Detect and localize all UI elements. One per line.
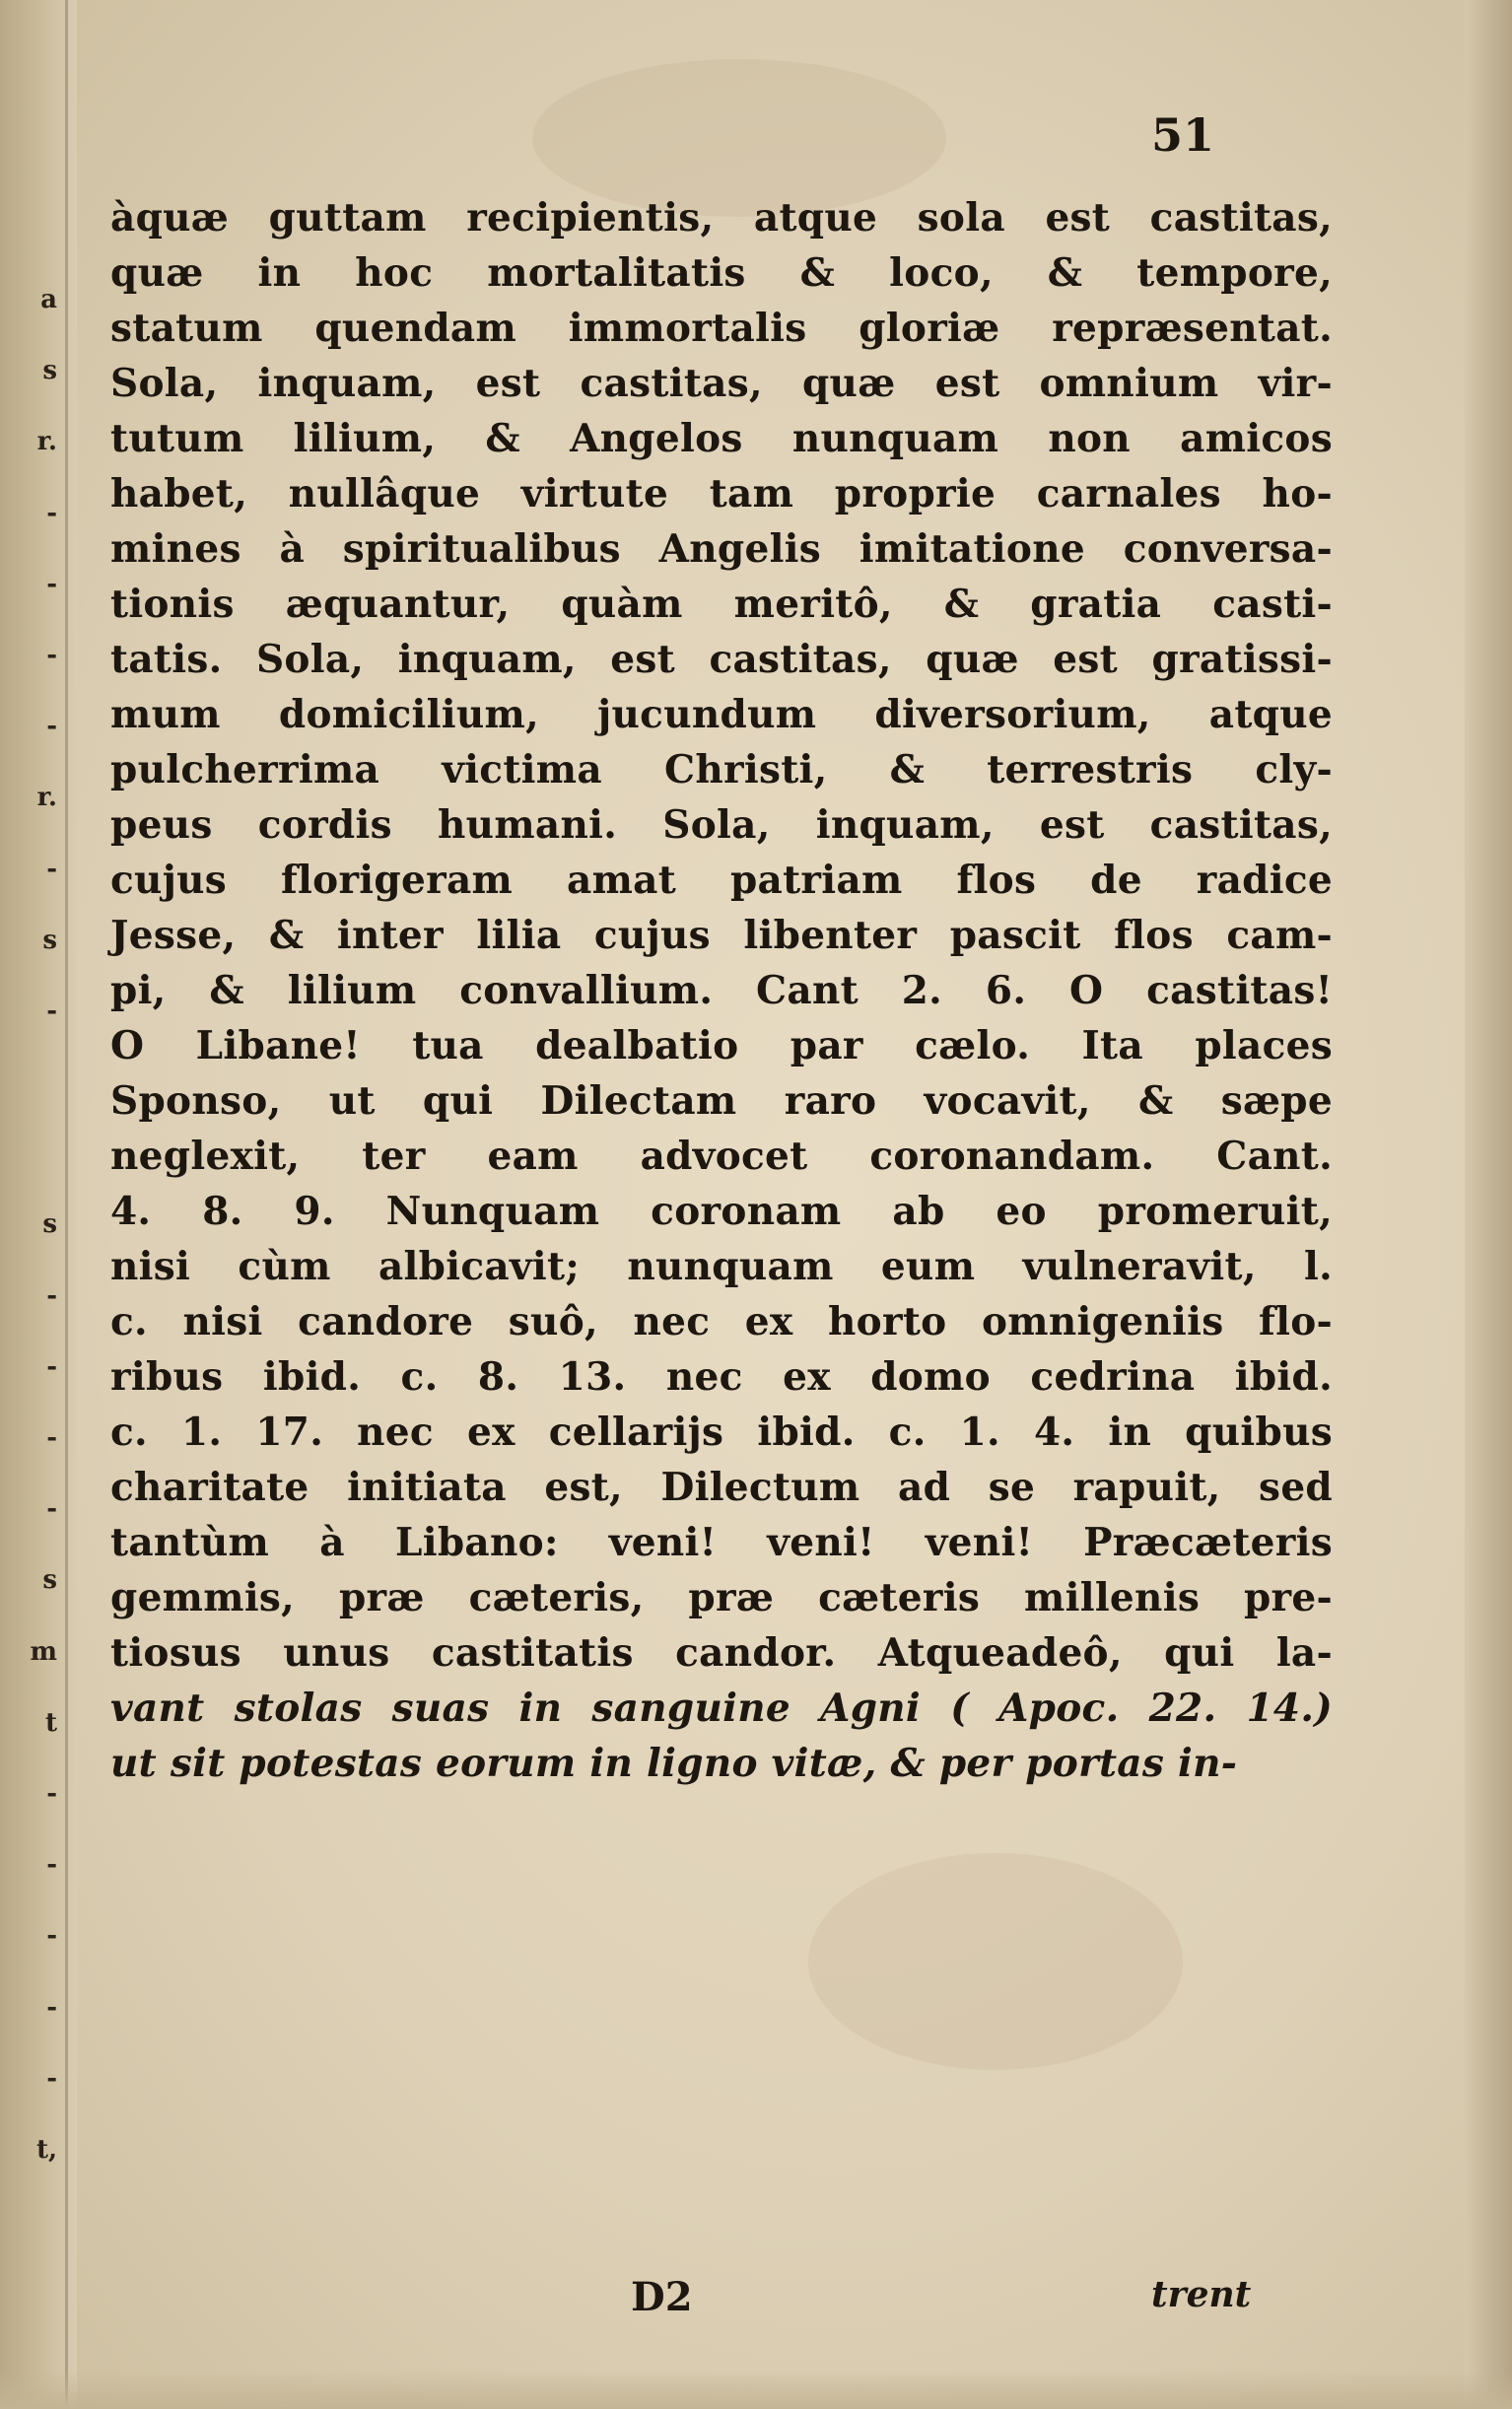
text-line: tantùm à Libano: veni! veni! veni! Præcæteris	[110, 1520, 1333, 1565]
margin-fragment: -	[46, 1992, 57, 2023]
facing-page-margin-fragments	[2, 264, 61, 2185]
text-line: gemmis, præ cæteris, præ cæteris millenis pre-	[110, 1575, 1333, 1620]
body-text	[110, 190, 1333, 1791]
text-line: mum domicilium, jucundum diversorium, atque	[110, 692, 1333, 737]
text-line: pi, & lilium convallium. Cant 2. 6. O castitas!	[110, 968, 1333, 1013]
printer-signature-mark: D2	[631, 2274, 693, 2320]
text-line: tatis. Sola, inquam, est castitas, quæ est gratissi-	[110, 637, 1333, 682]
page-edge-right	[1465, 0, 1512, 2409]
margin-fragment: r.	[36, 783, 57, 813]
text-line: tutum lilium, & Angelos nunquam non amicos	[110, 416, 1333, 461]
margin-fragment: -	[46, 996, 57, 1026]
margin-fragment: -	[46, 498, 57, 528]
margin-fragment: -	[46, 569, 57, 599]
margin-fragment: -	[46, 1280, 57, 1311]
text-line: c. nisi candore suô, nec ex horto omnigeniis flo-	[110, 1299, 1333, 1344]
text-line: ut sit potestas eorum in ligno vitæ, & per portas in-	[110, 1741, 1238, 1786]
margin-fragment: t	[44, 1707, 57, 1738]
spine-fold	[65, 0, 68, 2409]
text-line: peus cordis humani. Sola, inquam, est castitas,	[110, 802, 1333, 848]
margin-fragment: s	[42, 1209, 57, 1240]
text-line: Jesse, & inter lilia cujus libenter pascit flos cam-	[110, 913, 1333, 958]
margin-fragment: -	[46, 1494, 57, 1525]
paper-stain	[808, 1853, 1183, 2070]
text-line: O Libane! tua dealbatio par cælo. Ita places	[110, 1023, 1333, 1068]
catchword: trent	[1151, 2274, 1252, 2315]
margin-fragment: -	[46, 640, 57, 670]
page-number: 51	[1151, 108, 1215, 162]
margin-fragment: -	[46, 854, 57, 884]
text-line: 4. 8. 9. Nunquam coronam ab eo promeruit,	[110, 1189, 1333, 1234]
text-line: cujus florigeram amat patriam flos de radice	[110, 858, 1333, 903]
text-line: habet, nullâque virtute tam proprie carnales ho-	[110, 471, 1333, 516]
page-edge-bottom	[0, 2370, 1512, 2409]
margin-fragment: -	[46, 1778, 57, 1809]
text-line: vant stolas suas in sanguine Agni ( Apoc. 22. 14.)	[110, 1686, 1333, 1731]
margin-fragment: s	[42, 1565, 57, 1596]
text-line: c. 1. 17. nec ex cellarijs ibid. c. 1. 4. in quibus	[110, 1410, 1333, 1455]
margin-fragment: -	[46, 1423, 57, 1453]
margin-fragment: -	[46, 2063, 57, 2094]
margin-fragment	[2, 1118, 61, 1189]
text-line: tionis æquantur, quàm meritô, & gratia casti-	[110, 582, 1333, 627]
text-line: pulcherrima victima Christi, & terrestris cly-	[110, 747, 1333, 792]
margin-fragment: s	[42, 925, 57, 955]
text-line: statum quendam immortalis gloriæ repræsentat.	[110, 306, 1333, 351]
margin-fragment: -	[46, 1921, 57, 1952]
text-line: mines à spiritualibus Angelis imitatione conversa-	[110, 526, 1333, 572]
text-line: Sponso, ut qui Dilectam raro vocavit, & sæpe	[110, 1078, 1333, 1124]
text-line: nisi cùm albicavit; nunquam eum vulneravit, l.	[110, 1244, 1333, 1289]
text-line: charitate initiata est, Dilectum ad se rapuit, sed	[110, 1465, 1333, 1510]
text-line: quæ in hoc mortalitatis & loco, & tempore,	[110, 250, 1333, 296]
margin-fragment: -	[46, 712, 57, 742]
margin-fragment: a	[40, 285, 57, 314]
text-line: àquæ guttam recipientis, atque sola est castitas,	[110, 195, 1333, 241]
margin-fragment: t,	[35, 2134, 57, 2165]
margin-fragment	[2, 1047, 61, 1118]
text-line: ribus ibid. c. 8. 13. nec ex domo cedrina ibid.	[110, 1354, 1333, 1400]
text-line: tiosus unus castitatis candor. Atqueadeô, qui la-	[110, 1630, 1333, 1676]
margin-fragment: s	[42, 356, 57, 386]
margin-fragment: m	[30, 1636, 57, 1667]
text-line: neglexit, ter eam advocet coronandam. Cant.	[110, 1134, 1333, 1179]
margin-fragment: -	[46, 1351, 57, 1382]
text-line: Sola, inquam, est castitas, quæ est omnium vir-	[110, 361, 1333, 406]
margin-fragment: -	[46, 1850, 57, 1881]
margin-fragment: r.	[36, 427, 57, 457]
